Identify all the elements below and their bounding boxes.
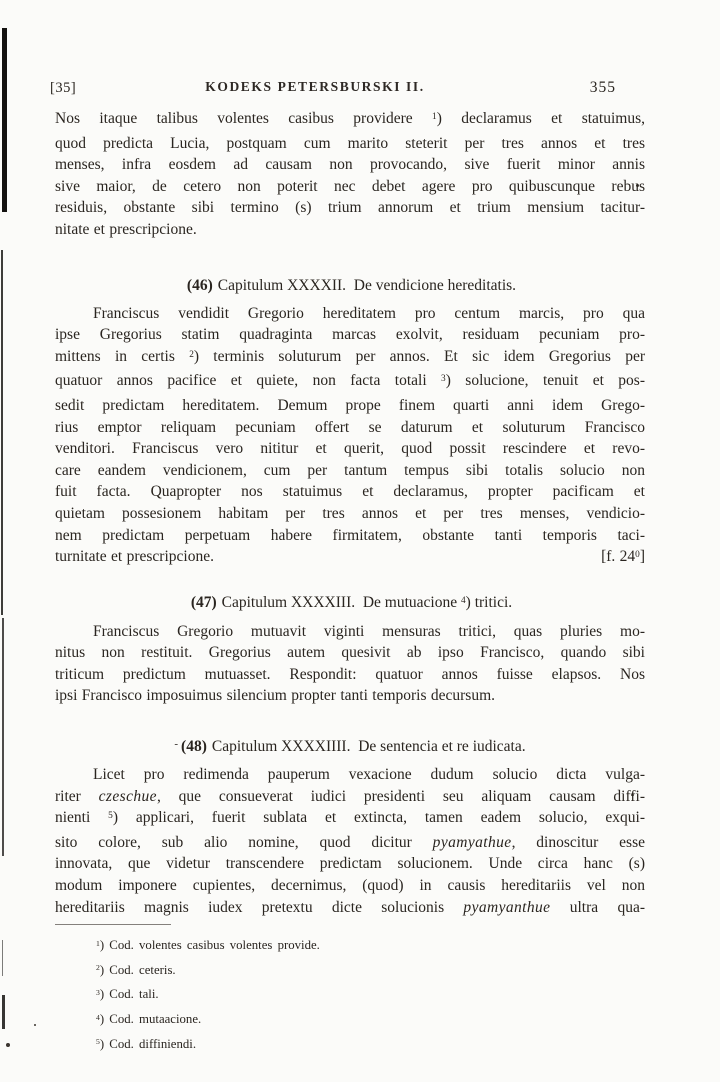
paragraph-ch46 [55,303,645,571]
heading-number: (47) [190,593,217,611]
scan-edge-artifact [2,28,7,212]
line-text: turnitate et prescripcione. [55,548,214,566]
text-line: nienti $^5$) applicari, fuerit sublata et extincta, tamen eadem solucio, exqui- [55,809,645,827]
scan-edge-artifact [1,250,3,615]
text-line: fuit facta. Quapropter nos statuimus et declaramus, propter pacificam et [55,483,645,501]
scan-speck [34,1024,36,1026]
text-line: riter czeschue, que consueverat iudici presidenti seu aliquam causam diffi- [55,787,645,805]
text-line: nitate et prescripcione. [55,220,197,238]
scan-edge-artifact [2,940,3,976]
chapter-heading-48 [55,732,645,759]
paragraph-ch48 [55,764,645,918]
folio-label: [35] [50,80,77,96]
text-line: ipsi Francisco imposuimus silencium propter tanti temporis decursum. [55,687,496,705]
text-line: venditori. Franciscus vero nititur et querit, quod possit rescindere et revo- [55,440,645,458]
text-line: $^4$) Cod. mutaacione. [96,1012,202,1026]
heading-text: Capitulum XXXXIIII. De sentencia et re iudicata. [211,738,526,756]
footnotes [55,924,645,1057]
page-header [50,79,616,99]
text-line: care eandem vendicionem, cum per tantum tempus sibi totalis solucio non [55,461,645,479]
text-line: $^5$) Cod. diffiniendi. [96,1036,197,1051]
paragraph-intro [55,108,645,241]
text-line: quietam possesionem habitam per tres annos et per tres menses, vendicio- [55,504,645,522]
text-line: innovata, que videtur transcendere predictam solucionem. Unde circa hanc (s) [55,855,645,873]
text-line: nitus non restituit. Gregorius autem quesivit ab ipso Francisco, quando sibi [55,644,645,662]
text-column [55,108,645,1057]
footnote-list [55,934,645,1057]
text-line: quod predicta Lucia, postquam cum marito steterit per tres annos et tres [55,134,645,152]
text-line: modum imponere cupientes, decernimus, (quod) in causis hereditariis vel non [55,877,645,895]
running-title: KODEKS PETERSBURSKI II. [205,79,425,94]
chapter-heading-46 [55,271,645,298]
text-line: triticum predictum mutuasset. Respondit: quatuor annos fuisse elapsos. Nos [55,665,645,683]
text-line: rius emptor reliquam pecuniam offert se daturum et soluturum Francisco [55,418,645,436]
footnote-separator-rule [55,924,171,925]
chapter-heading-47 [55,588,645,617]
text-line: $^2$) Cod. ceteris. [96,962,176,977]
text-line: ipse Gregorius statim quadraginta marcas exolvit, residuam pecuniam pro- [55,326,645,344]
heading-prefix: - [174,738,179,751]
text-line: $^3$) Cod. tali. [96,987,159,1002]
text-line: sive maior, de cetero non poterit nec debet agere pro quibuscunque rebus [55,177,645,195]
paragraph-ch47 [55,621,645,707]
text-line: Nos itaque talibus volentes casibus providere $^1$) declaramus et statuimus, [55,110,645,127]
page-number: 355 [589,79,616,96]
heading-text: Capitulum XXXXII. De vendicione hereditatis. [217,276,517,294]
text-line: nem predictam perpetuam habere firmitatem, obstante tanti temporis taci- [55,526,645,544]
scan-speck [6,1043,10,1047]
text-line: Franciscus vendidit Gregorio hereditatem pro centum marcis, pro qua [93,304,645,322]
text-line: menses, infra eosdem ad causam non provocando, sive fuerit minor annis [55,156,645,174]
text-line: Licet pro redimenda pauperum vexacione dudum solucio dicta vulga- [93,766,645,784]
text-line: $^1$) Cod. volentes casibus volentes provide. [96,938,320,953]
text-line: Franciscus Gregorio mutuavit viginti mensuras tritici, quas pluries mo- [93,622,645,640]
text-line: sito colore, sub alio nomine, quod dicitur pyamyathue, dinoscitur esse [55,833,645,851]
heading-text: Capitulum XXXXIII. De mutuacione $^4$) tritici. [221,593,513,611]
text-line: mittens in certis $^2$) terminis soluturum per annos. Et sic idem Gregorius per [55,347,645,365]
text-line: residuis, obstante sibi termino (s) trium annorum et trium mensium tacitur- [55,199,645,217]
text-line: quatuor annos pacifice et quiete, non facta totali $^3$) solucione, tenuit et pos- [55,372,645,390]
heading-number: (48) [181,738,207,756]
scan-edge-artifact [2,618,4,856]
text-line: sedit predictam hereditatem. Demum prope finem quarti anni idem Grego- [55,396,645,414]
heading-number: (46) [186,276,213,294]
scan-edge-artifact [2,995,5,1029]
folio-mark: [f. $24^0$] [601,548,645,566]
text-line: hereditariis magnis iudex pretextu dicte solucionis pyamyanthue ultra qua- [55,898,645,916]
text-line [55,546,645,571]
